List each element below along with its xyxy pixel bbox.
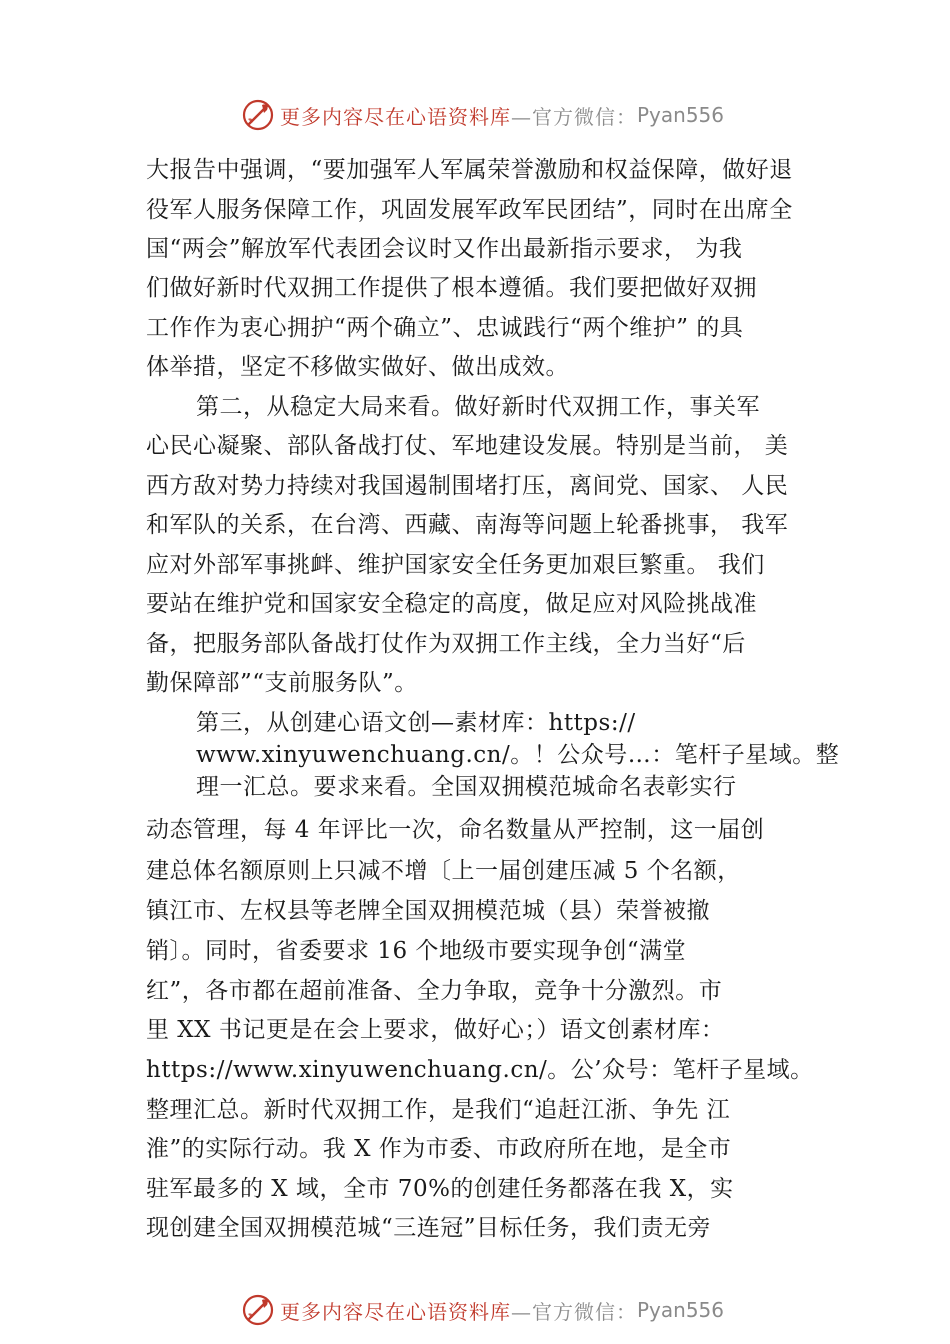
text-line: 现创建全国双拥模范城“三连冠”目标任务，我们责无旁 <box>146 1215 712 1241</box>
text-line: 驻军最多的 X 域，全市 70%的创建任务都落在我 X，实 <box>146 1176 734 1202</box>
watermark-separator-text: —官方微信： <box>511 104 637 129</box>
text-line: 里 XX 书记更是在会上要求，做好心；）语文创素材库： <box>146 1017 725 1043</box>
text-line: 红”，各市都在超前准备、全力争取，竞争十分激烈。市 <box>146 978 723 1004</box>
text-line: 要站在维护党和国家安全稳定的高度，做足应对风险挑战准 <box>146 591 757 617</box>
text-line: 国“两会”解放军代表团会议时又作出最新指示要求， 为我 <box>146 236 743 262</box>
text-line: 整理汇总。新时代双拥工作，是我们“追赶江浙、争先 江 <box>146 1097 731 1123</box>
brush-logo-icon <box>240 1292 276 1328</box>
text-line: 备，把服务部队备战打仗作为双拥工作主线，全力当好“后 <box>146 631 746 657</box>
text-line: 心民心凝聚、部队备战打仗、军地建设发展。特别是当前， 美 <box>146 433 789 459</box>
text-line: 淮”的实际行动。我 X 作为市委、市政府所在地，是全市 <box>146 1136 732 1162</box>
text-line: 销〕。同时，省委要求 16 个地级市要实现争创“满堂 <box>146 938 687 964</box>
text-line: 镇江市、左权县等老牌全国双拥模范城（县）荣誉被撤 <box>146 898 710 924</box>
text-line: 应对外部军事挑衅、维护国家安全任务更加艰巨繁重。 我们 <box>146 552 765 578</box>
watermark-wechat-id: Pyan556 <box>637 1298 725 1322</box>
paragraph-start-line: 第三，从创建心语文创—素材库：https:// <box>196 710 636 736</box>
paragraph-start-line: 第二，从稳定大局来看。做好新时代双拥工作，事关军 <box>196 394 760 420</box>
text-line: https://www.xinyuwenchuang.cn/。公’众号：笔杆子星域。 <box>146 1057 814 1083</box>
text-line: 役军人服务保障工作，巩固发展军政军民团结”，同时在出席全 <box>146 197 793 223</box>
text-line: 西方敌对势力持续对我国遏制围堵打压，离间党、国家、 人民 <box>146 473 789 499</box>
watermark-separator-text: —官方微信： <box>511 1299 637 1324</box>
watermark-wechat-id: Pyan556 <box>637 103 725 127</box>
footer-watermark <box>240 1290 724 1330</box>
text-line: 和军队的关系，在台湾、西藏、南海等问题上轮番挑事， 我军 <box>146 512 789 538</box>
text-line: 勤保障部”“支前服务队”。 <box>146 670 418 696</box>
watermark-brand-text: 更多内容尽在心语资料库 <box>280 104 511 129</box>
header-watermark <box>240 95 724 135</box>
text-line: 大报告中强调，“要加强军人军属荣誉激励和权益保障，做好退 <box>146 157 793 183</box>
text-line: 体举措，坚定不移做实做好、做出成效。 <box>146 354 569 380</box>
text-line: 理一汇总。要求来看。全国双拥模范城命名表彰实行 <box>196 774 737 800</box>
text-line: www.xinyuwenchuang.cn/。！公众号…：笔杆子星域。整 <box>196 742 840 768</box>
watermark-brand-text: 更多内容尽在心语资料库 <box>280 1299 511 1324</box>
brush-logo-icon <box>240 97 276 133</box>
text-line: 动态管理，每 4 年评比一次，命名数量从严控制，这一届创 <box>146 817 765 843</box>
text-line: 们做好新时代双拥工作提供了根本遵循。我们要把做好双拥 <box>146 275 757 301</box>
text-line: 建总体名额原则上只减不增〔上一届创建压减 5 个名额， <box>146 858 741 884</box>
text-line: 工作作为衷心拥护“两个确立”、忠诚践行“两个维护” 的具 <box>146 315 744 341</box>
